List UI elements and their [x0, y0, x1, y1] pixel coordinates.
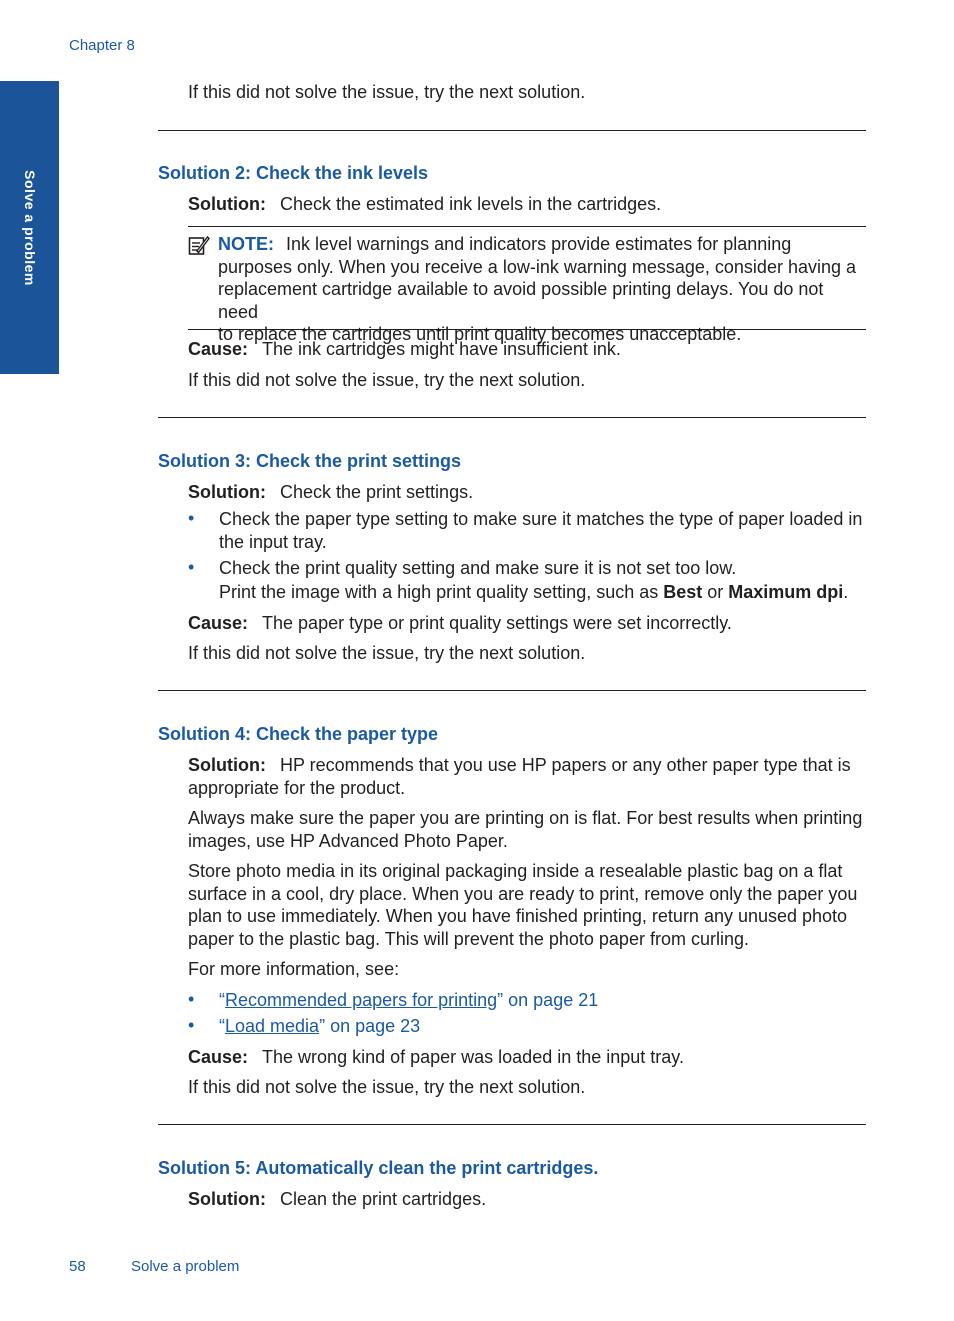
link-recommended-papers[interactable]: “Recommended papers for printing” on page 21 — [219, 990, 599, 1010]
solution3-solution — [188, 481, 866, 504]
intro-next-solution: If this did not solve the issue, try the next solution. — [188, 82, 586, 102]
section-divider — [158, 130, 866, 131]
side-tab — [0, 81, 59, 374]
solution2-cause — [188, 338, 866, 361]
note-line: Ink level warnings and indicators provide estimates for planning — [286, 234, 792, 254]
note-line: purposes only. When you receive a low-ink warning message, consider having a — [218, 256, 856, 277]
bullet: • — [188, 989, 195, 1009]
solution2-next: If this did not solve the issue, try the next solution. — [188, 370, 586, 390]
cause-label: Cause: — [188, 613, 249, 633]
note-bottom-rule — [188, 329, 866, 330]
chapter-label: Chapter 8 — [69, 37, 135, 54]
solution-text: Clean the print cartridges. — [279, 1189, 487, 1209]
solution-label: Solution: — [188, 755, 266, 775]
solution4-para1 — [188, 807, 868, 852]
cause-text: The paper type or print quality settings were set incorrectly. — [262, 613, 732, 633]
note-icon — [188, 234, 210, 256]
note-line: replacement cartridge available to avoid possible printing delays. You do not need — [218, 279, 824, 322]
note-line: to replace the cartridges until print quality becomes unacceptable. — [218, 324, 742, 345]
section-divider — [158, 417, 866, 418]
section-divider — [158, 1124, 866, 1125]
link-load-media[interactable]: “Load media” on page 23 — [219, 1016, 421, 1036]
solution3-next: If this did not solve the issue, try the next solution. — [188, 643, 586, 663]
paragraph-line: Always make sure the paper you are printing on is flat. For best results when printing — [188, 808, 863, 828]
solution-text: appropriate for the product. — [188, 777, 406, 798]
list-item-line: the input tray. — [219, 531, 327, 552]
solution3-heading: Solution 3: Check the print settings — [158, 451, 462, 471]
note-label: NOTE: — [218, 234, 274, 254]
solution-label: Solution: — [188, 194, 266, 214]
solution-label: Solution: — [188, 1189, 266, 1209]
side-tab-label: Solve a problem — [21, 169, 38, 286]
solution-text: Check the print settings. — [279, 482, 474, 502]
solution4-para2 — [188, 860, 868, 950]
solution4-heading: Solution 4: Check the paper type — [158, 724, 439, 744]
cause-label: Cause: — [188, 1047, 249, 1067]
solution2-heading: Solution 2: Check the ink levels — [158, 163, 429, 183]
solution5-solution — [188, 1188, 866, 1211]
paragraph-line: Store photo media in its original packaging inside a resealable plastic bag on a flat — [188, 861, 843, 881]
solution5-heading: Solution 5: Automatically clean the print cartridges. — [158, 1158, 599, 1178]
solution4-cause — [188, 1046, 866, 1069]
solution4-next: If this did not solve the issue, try the next solution. — [188, 1077, 586, 1097]
bullet: • — [188, 1015, 195, 1035]
paragraph-line: plan to use immediately. When you have finished printing, return any unused photo — [188, 906, 848, 927]
bullet: • — [188, 508, 195, 528]
bullet: • — [188, 557, 195, 577]
cause-text: The wrong kind of paper was loaded in the input tray. — [262, 1047, 684, 1067]
list-item-line: Check the paper type setting to make sure it matches the type of paper loaded in — [219, 509, 863, 529]
list-item — [219, 557, 869, 603]
paragraph-line: surface in a cool, dry place. When you are ready to print, remove only the paper you — [188, 883, 858, 904]
cause-text: The ink cartridges might have insufficient ink. — [262, 339, 621, 359]
more-info: For more information, see: — [188, 959, 400, 979]
solution2-solution — [188, 193, 866, 216]
list-item-line: Print the image with a high print quality setting, such as Best or Maximum dpi. — [219, 581, 849, 602]
solution4-solution — [188, 754, 868, 799]
solution-text: HP recommends that you use HP papers or any other paper type that is — [279, 755, 851, 775]
solution3-cause — [188, 612, 866, 635]
solution-text: Check the estimated ink levels in the cartridges. — [279, 194, 662, 214]
list-item — [219, 508, 869, 553]
paragraph-line: paper to the plastic bag. This will prevent the photo paper from curling. — [188, 928, 749, 949]
page-number: 58 — [69, 1258, 86, 1275]
note-top-rule — [188, 226, 866, 227]
cause-label: Cause: — [188, 339, 249, 359]
footer-section-title: Solve a problem — [131, 1258, 240, 1275]
list-item-line: Check the print quality setting and make sure it is not set too low. — [219, 558, 737, 578]
paragraph-line: images, use HP Advanced Photo Paper. — [188, 830, 508, 851]
solution-label: Solution: — [188, 482, 266, 502]
section-divider — [158, 690, 866, 691]
